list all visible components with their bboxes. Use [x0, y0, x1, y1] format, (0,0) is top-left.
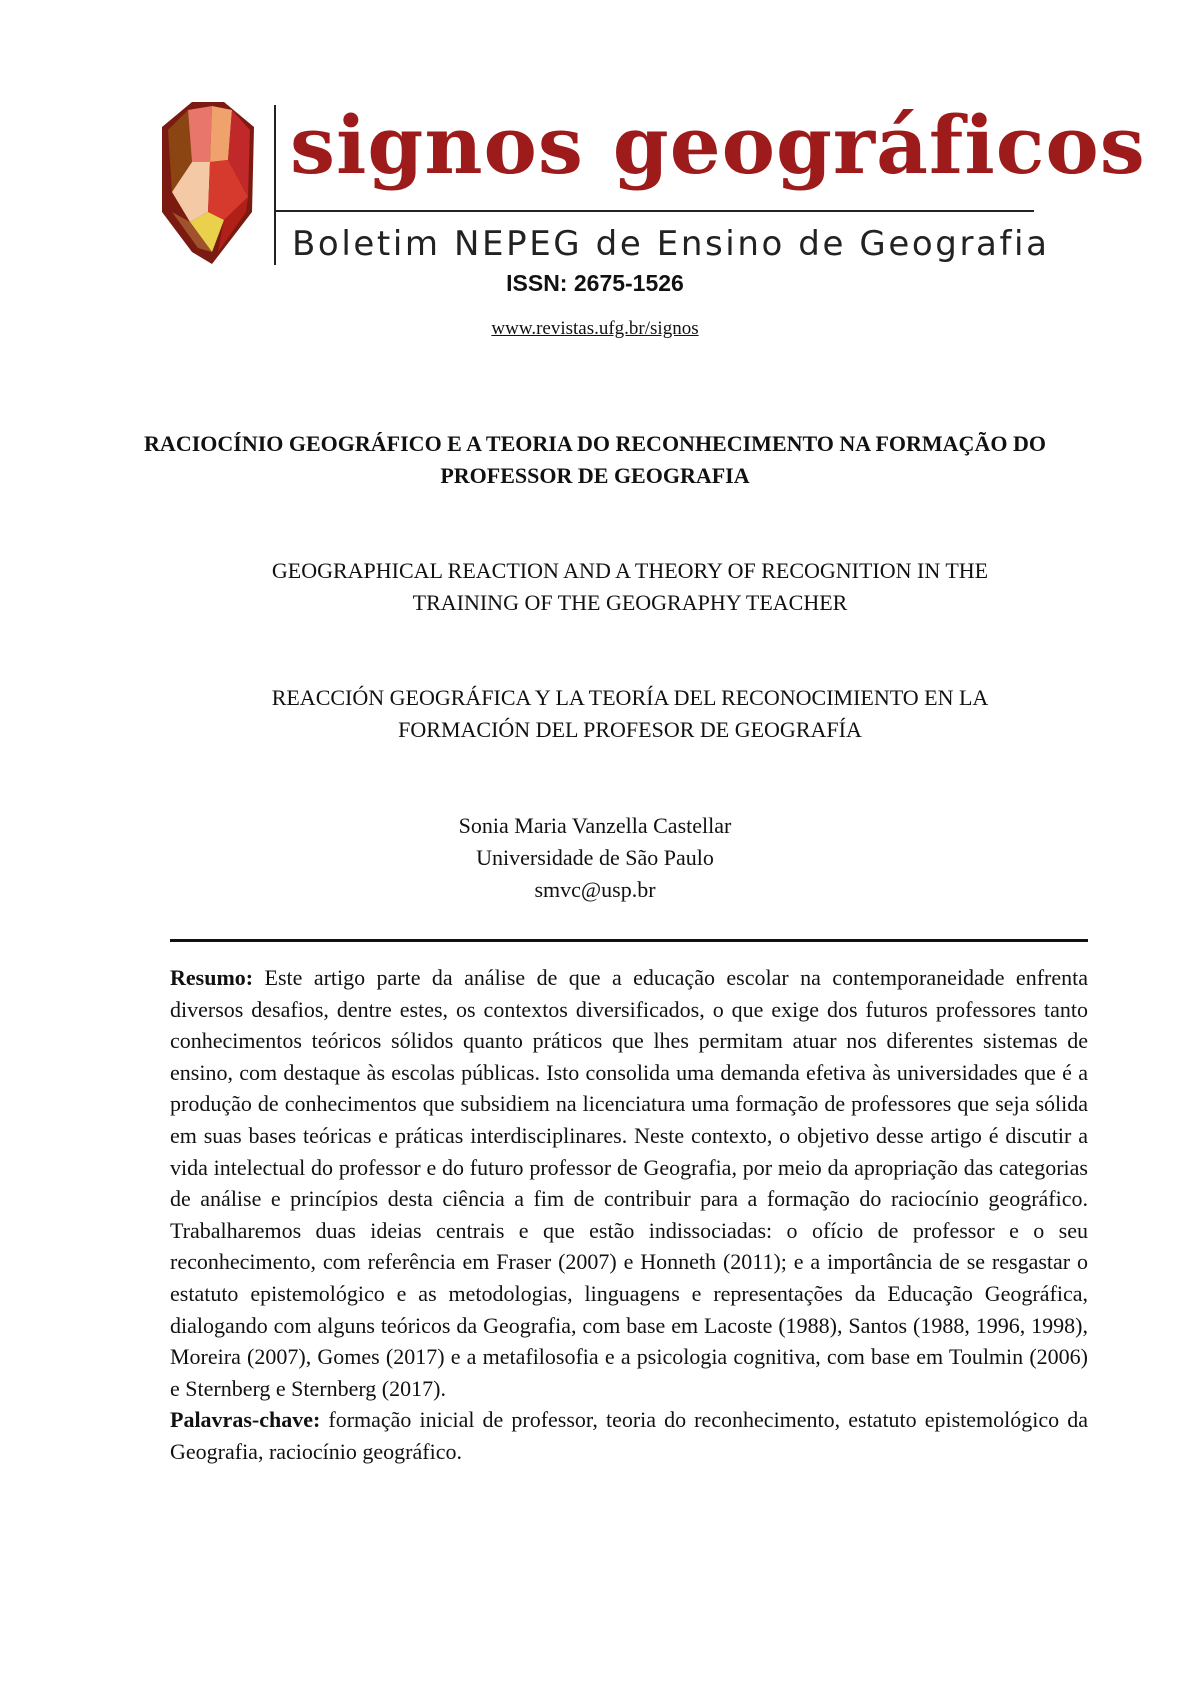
journal-title: signos geográficos: [290, 98, 1146, 192]
abstract-label: Resumo:: [170, 965, 254, 990]
journal-subtitle: Boletim NEPEG de Ensino de Geografia: [292, 224, 1050, 264]
title-en-line: GEOGRAPHICAL REACTION AND A THEORY OF RECOGNITION IN THE: [271, 558, 989, 583]
issn: ISSN: 2675-1526: [506, 270, 684, 296]
title-es-line: FORMACIÓN DEL PROFESOR DE GEOGRAFÍA: [398, 717, 862, 742]
masthead-vertical-rule: [274, 105, 276, 265]
abstract-text: Este artigo parte da análise de que a educação escolar na contemporaneidade enfrenta diversos desafios, dentre estes, os contextos diversificados, o que exige dos futuros professores tanto conhecimentos teóricos sólidos quanto práticos que lhes permitam atuar nos diferentes sistemas de ensino, com destaque às escolas públicas. Isto consolida uma demanda efetiva às universidades que é a produção de conhecimentos que subsidiem na licenciatura uma formação de professores que seja sólida em suas bases teóricas e práticas interdisciplinares. Neste contexto, o objetivo desse artigo é discutir a vida intelectual do professor e do futuro professor de Geografia, por meio da apropriação das categorias de análise e princípios desta ciência a fim de contribuir para a formação do raciocínio geográfico. Trabalharemos duas ideias centrais e que estão indissociadas: o ofício de professor e o seu reconhecimento, com referência em Fraser (2007) e Honneth (2011); e a importância de se resgastar o estatuto epistemológico e as metodologias, linguagens e representações da Educação Geográfica, dialogando com alguns teóricos da Geografia, com base em Lacoste (1988), Santos (1988, 1996, 1998), Moreira (2007), Gomes (2017) e a metafilosofia e a psicologia cognitiva, com base em Toulmin (2006) e Sternberg e Sternberg (2017).: [170, 965, 1088, 1401]
abstract-divider: [170, 939, 1088, 942]
crystal-logo-icon: [162, 102, 254, 264]
keywords-paragraph: [170, 1404, 1088, 1467]
journal-site-link[interactable]: www.revistas.ufg.br/signos: [491, 318, 699, 339]
article-title-portuguese: [60, 428, 1130, 492]
author-affiliation: Universidade de São Paulo: [476, 845, 714, 870]
abstract-paragraph: [170, 962, 1088, 1404]
title-pt-line: RACIOCÍNIO GEOGRÁFICO E A TEORIA DO RECONHECIMENTO NA FORMAÇÃO DO: [144, 431, 1046, 456]
title-pt-line: PROFESSOR DE GEOGRAFIA: [440, 463, 750, 488]
masthead-horizontal-rule: [274, 210, 1034, 212]
article-title-english: [180, 555, 1080, 619]
author-email[interactable]: smvc@usp.br: [534, 877, 656, 902]
title-en-line: TRAINING OF THE GEOGRAPHY TEACHER: [412, 590, 848, 615]
author-name: Sonia Maria Vanzella Castellar: [458, 813, 732, 838]
keywords-text: formação inicial de professor, teoria do reconhecimento, estatuto epistemológico da Geografia, raciocínio geográfico.: [170, 1407, 1088, 1464]
abstract-section: [170, 962, 1088, 1468]
article-title-spanish: [180, 682, 1080, 746]
keywords-label: Palavras-chave:: [170, 1407, 321, 1433]
title-es-line: REACCIÓN GEOGRÁFICA Y LA TEORÍA DEL RECONOCIMIENTO EN LA: [271, 685, 989, 710]
author-block: [0, 810, 1190, 906]
